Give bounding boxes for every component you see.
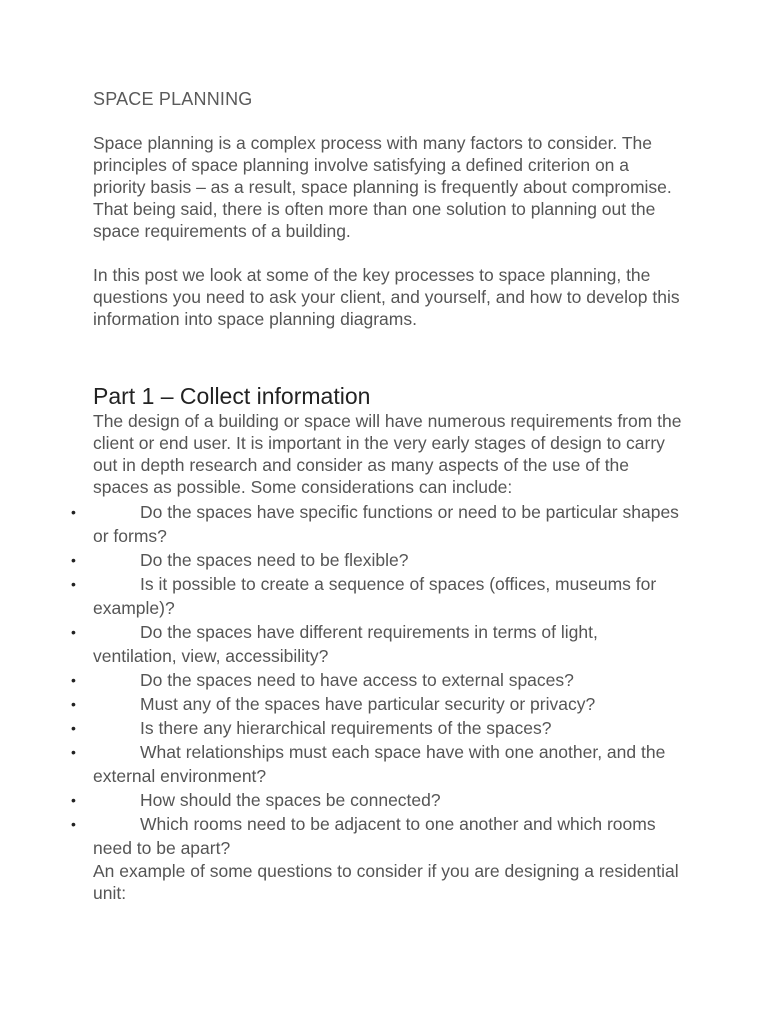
bullet-icon: • [71,504,76,520]
bullet-icon: • [71,576,76,592]
list-item-text: Is it possible to create a sequence of spaces (offices, museums for example)? [93,574,657,618]
intro-paragraph: Space planning is a complex process with many factors to consider. The principles of space planning involve satisfying a defined criterion on a priority basis – as a result, space planning is frequently about compromise. That being said, there is often more than one solution to planning out the space requirements of a building. [93,133,672,241]
considerations-list [71,500,685,860]
bullet-icon: • [71,696,76,712]
list-item [71,548,685,572]
section-paragraph: The design of a building or space will have numerous requirements from the client or end user. It is important in the very early stages of design to carry out in depth research and consider as many aspects of the use of the spaces as possible. Some considerations can include: [93,411,682,497]
list-item-text: Must any of the spaces have particular security or privacy? [140,694,596,714]
bullet-icon: • [71,624,76,640]
list-item-text: Do the spaces need to be flexible? [140,550,409,570]
list-item [71,620,685,668]
bullet-icon: • [71,552,76,568]
list-item [71,740,685,788]
document-body [71,88,685,904]
bullet-icon: • [71,744,76,760]
closing-paragraph: An example of some questions to consider if you are designing a residential unit: [93,861,679,903]
list-item-text: How should the spaces be connected? [140,790,441,810]
bullet-icon: • [71,672,76,688]
list-item-text: Is there any hierarchical requirements of the spaces? [140,718,552,738]
list-item [71,500,685,548]
list-item [71,788,685,812]
section-heading: Part 1 – Collect information [93,383,371,409]
list-item-text: Do the spaces have different requirements in terms of light, ventilation, view, accessibility? [93,622,598,666]
bullet-icon: • [71,720,76,736]
list-item [71,812,685,860]
list-item [71,668,685,692]
list-item-text: Do the spaces have specific functions or need to be particular shapes or forms? [93,502,679,546]
intro-paragraph: In this post we look at some of the key processes to space planning, the questions you need to ask your client, and yourself, and how to develop this information into space planning diagrams. [93,265,680,329]
list-item-text: Do the spaces need to have access to external spaces? [140,670,574,690]
document-title: SPACE PLANNING [93,89,253,109]
list-item-text: What relationships must each space have with one another, and the external environment? [93,742,666,786]
list-item-text: Which rooms need to be adjacent to one another and which rooms need to be apart? [93,814,656,858]
list-item [71,716,685,740]
list-item [71,572,685,620]
bullet-icon: • [71,792,76,808]
list-item [71,692,685,716]
bullet-icon: • [71,816,76,832]
